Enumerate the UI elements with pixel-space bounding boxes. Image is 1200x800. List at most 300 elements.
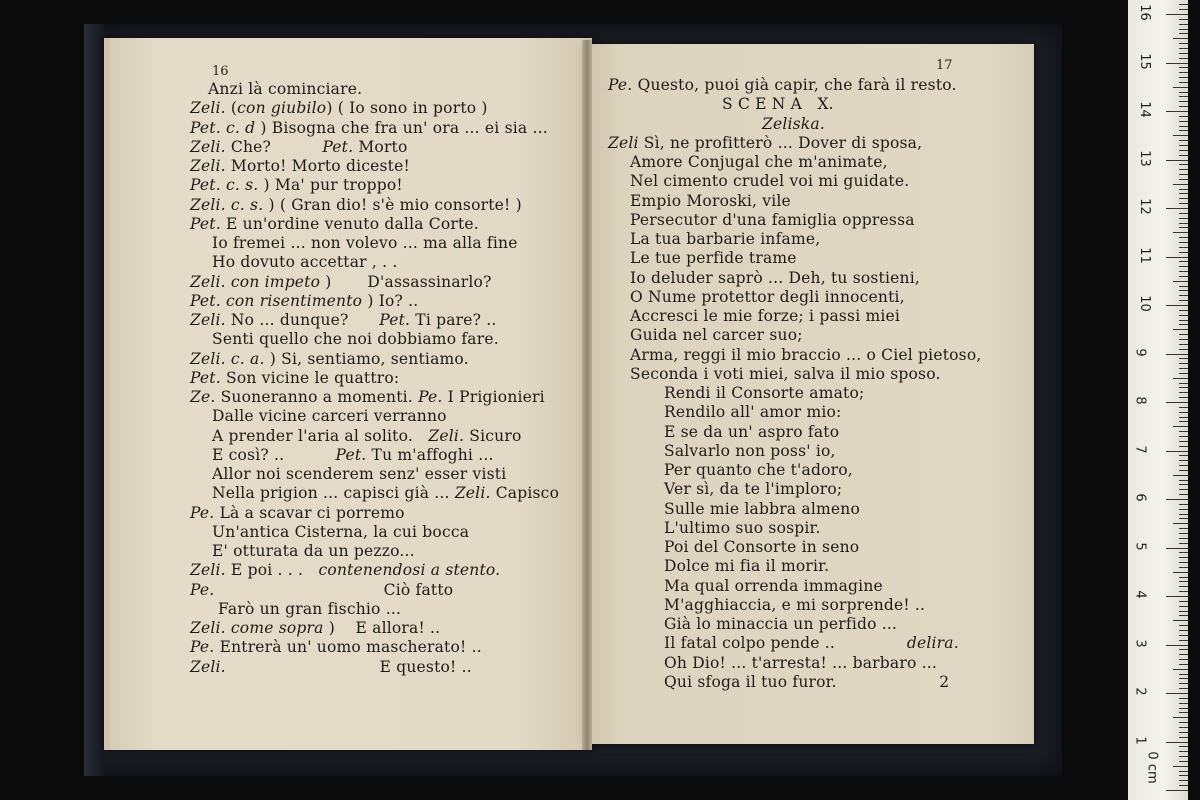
line-text-segment: Pet. bbox=[190, 214, 221, 233]
line-text-segment: Pe. bbox=[190, 503, 215, 522]
ruler-label: 3 bbox=[1132, 638, 1148, 648]
left-page-line bbox=[190, 273, 492, 291]
line-text-segment: Sicuro bbox=[464, 426, 522, 445]
line-text-segment: Ciò fatto bbox=[383, 580, 454, 599]
ruler-label: 6 bbox=[1132, 493, 1148, 502]
ruler-tick bbox=[1179, 538, 1188, 539]
ruler-tick bbox=[1179, 577, 1188, 578]
line-text-segment: Zeli. con impeto bbox=[190, 272, 321, 291]
line-text-segment: Ti pare? .. bbox=[410, 311, 497, 329]
line-text-segment: Un'antica Cisterna, la cui bocca bbox=[212, 522, 470, 541]
ruler-tick bbox=[1179, 567, 1188, 568]
ruler-tick bbox=[1179, 320, 1188, 321]
ruler-tick bbox=[1173, 281, 1188, 282]
line-text-segment: A prender l'aria al solito. bbox=[212, 426, 413, 445]
left-page-line bbox=[218, 600, 401, 618]
line-text-segment: E allora! .. bbox=[355, 619, 441, 637]
ruler-tick bbox=[1179, 780, 1188, 781]
right-page-line bbox=[630, 172, 909, 190]
right-page-line bbox=[630, 230, 820, 248]
line-text-segment: S C E N A X. bbox=[722, 95, 834, 114]
line-text-segment: Son vicine le quattro: bbox=[220, 368, 400, 387]
line-text-segment: ( bbox=[225, 99, 238, 118]
line-text-segment: M'agghiaccia, e mi sorprende! .. bbox=[664, 595, 926, 614]
line-text-segment: Zeli. bbox=[190, 311, 226, 329]
ruler-tick bbox=[1179, 358, 1188, 359]
line-text-segment: ) Ma' pur troppo! bbox=[258, 176, 403, 195]
ruler-tick bbox=[1179, 606, 1188, 607]
ruler-tick bbox=[1179, 688, 1188, 689]
ruler-tick bbox=[1179, 213, 1188, 214]
right-page-line bbox=[664, 538, 859, 556]
ruler-tick bbox=[1173, 426, 1188, 427]
left-page-line bbox=[212, 542, 415, 560]
ruler-tick bbox=[1179, 446, 1188, 447]
line-text-segment bbox=[271, 138, 322, 156]
right-page-line bbox=[630, 307, 900, 325]
line-text-segment: Zeli. bbox=[454, 484, 491, 503]
ruler-tick bbox=[1179, 130, 1188, 131]
ruler-label: 8 bbox=[1132, 396, 1148, 405]
ruler-tick bbox=[1166, 645, 1188, 646]
line-text-segment: Anzi là cominciare. bbox=[208, 80, 363, 98]
right-page-line bbox=[722, 95, 834, 113]
ruler-tick bbox=[1179, 276, 1188, 277]
ruler-label: 14 bbox=[1136, 101, 1152, 118]
ruler-tick bbox=[1179, 698, 1188, 699]
ruler-tick bbox=[1179, 504, 1188, 505]
left-page-line bbox=[190, 138, 408, 156]
line-text-segment bbox=[335, 619, 356, 637]
ruler-tick bbox=[1179, 300, 1188, 301]
ruler-tick bbox=[1166, 354, 1188, 355]
ruler-tick bbox=[1179, 43, 1188, 44]
line-text-segment bbox=[303, 561, 318, 579]
line-text-segment: Amore Conjugal che m'animate, bbox=[630, 153, 888, 171]
ruler-tick bbox=[1179, 581, 1188, 582]
line-text-segment: E' otturata da un pezzo... bbox=[212, 542, 415, 560]
left-page-line bbox=[212, 427, 521, 445]
ruler-tick bbox=[1166, 208, 1188, 209]
ruler-tick bbox=[1179, 417, 1188, 418]
ruler-tick bbox=[1179, 528, 1188, 529]
left-page-line bbox=[190, 369, 399, 387]
right-page-line bbox=[664, 500, 860, 518]
right-page-line bbox=[630, 211, 915, 229]
right-page-line bbox=[608, 76, 957, 94]
line-text-segment: ) Si, sentiamo, sentiamo. bbox=[264, 349, 469, 368]
ruler-tick bbox=[1179, 4, 1188, 5]
ruler-tick bbox=[1179, 189, 1188, 190]
ruler-tick bbox=[1179, 635, 1188, 636]
left-page-line bbox=[212, 253, 398, 271]
ruler-tick bbox=[1179, 480, 1188, 481]
line-text-segment: Seconda i voti miei, salva il mio sposo. bbox=[630, 364, 941, 383]
ruler-label: 9 bbox=[1132, 347, 1148, 357]
ruler-tick bbox=[1179, 58, 1188, 59]
line-text-segment: Persecutor d'una famiglia oppressa bbox=[630, 210, 915, 229]
ruler-tick bbox=[1179, 261, 1188, 262]
ruler-tick bbox=[1179, 611, 1188, 612]
right-page-line bbox=[762, 115, 825, 133]
line-text-segment: Empio Moroski, vile bbox=[630, 191, 791, 210]
line-text-segment: Allor noi scenderem senz' esser visti bbox=[212, 465, 507, 483]
ruler-tick bbox=[1173, 378, 1188, 379]
right-page-line bbox=[664, 442, 836, 460]
ruler-label: 1 bbox=[1132, 735, 1148, 745]
ruler-tick bbox=[1179, 436, 1188, 437]
line-text-segment: Il fatal colpo pende .. bbox=[664, 634, 836, 653]
left-page-line bbox=[190, 350, 469, 368]
line-text-segment: Zeli. bbox=[190, 561, 226, 580]
line-text-segment bbox=[349, 311, 380, 329]
ruler-tick bbox=[1179, 785, 1188, 786]
ruler-tick bbox=[1179, 664, 1188, 665]
line-text-segment: ) ( Gran dio! s'è mio consorte! ) bbox=[263, 195, 522, 214]
ruler-tick bbox=[1179, 465, 1188, 466]
line-text-segment: Dalle vicine carceri verranno bbox=[212, 407, 447, 426]
line-text-segment: D'assassinarlo? bbox=[367, 272, 492, 291]
line-text-segment: Rendi il Consorte amato; bbox=[664, 384, 865, 402]
ruler-tick bbox=[1179, 712, 1188, 713]
right-page-line bbox=[630, 249, 797, 267]
ruler-tick bbox=[1179, 615, 1188, 616]
ruler-tick bbox=[1179, 518, 1188, 519]
right-page-line bbox=[664, 654, 937, 672]
ruler-tick bbox=[1166, 160, 1188, 161]
left-page-line bbox=[208, 80, 362, 98]
line-text-segment: Che? bbox=[225, 137, 272, 156]
right-page-line bbox=[664, 519, 821, 537]
ruler-tick bbox=[1173, 766, 1188, 767]
line-text-segment: Zeli. bbox=[190, 157, 226, 175]
ruler-tick bbox=[1179, 455, 1188, 456]
left-page-line bbox=[190, 561, 500, 579]
ruler-tick bbox=[1179, 421, 1188, 422]
ruler-tick bbox=[1179, 198, 1188, 199]
ruler-tick bbox=[1179, 601, 1188, 602]
ruler-tick bbox=[1179, 252, 1188, 253]
line-text-segment: No ... dunque? bbox=[225, 311, 349, 329]
book-gutter bbox=[582, 40, 592, 750]
line-text-segment: Pet. bbox=[322, 137, 354, 156]
line-text-segment: ) ( Io sono in porto ) bbox=[326, 99, 488, 118]
ruler-tick bbox=[1179, 552, 1188, 553]
book-spine-edge bbox=[84, 24, 104, 776]
ruler-tick bbox=[1179, 140, 1188, 141]
right-page-number: 17 bbox=[936, 58, 953, 73]
ruler-tick bbox=[1179, 310, 1188, 311]
ruler-tick bbox=[1179, 48, 1188, 49]
ruler-tick bbox=[1179, 286, 1188, 287]
ruler-tick bbox=[1179, 218, 1188, 219]
line-text-segment bbox=[332, 273, 368, 291]
line-text-segment: E un'ordine venuto dalla Corte. bbox=[220, 214, 479, 233]
ruler-tick bbox=[1173, 184, 1188, 185]
ruler-tick bbox=[1179, 363, 1188, 364]
ruler-tick bbox=[1166, 257, 1188, 258]
right-page-line bbox=[664, 634, 959, 652]
left-page-line bbox=[190, 157, 410, 175]
left-page-line bbox=[190, 581, 453, 599]
ruler-tick bbox=[1179, 412, 1188, 413]
right-page-line bbox=[630, 288, 905, 306]
ruler-tick bbox=[1179, 67, 1188, 68]
line-text-segment: ) bbox=[320, 272, 332, 291]
ruler-label: 15 bbox=[1136, 52, 1152, 70]
ruler-tick bbox=[1179, 746, 1188, 747]
ruler-tick bbox=[1179, 625, 1188, 626]
left-page-line bbox=[212, 446, 494, 464]
line-text-segment: Zeli. bbox=[190, 137, 226, 156]
line-text-segment: Senti quello che noi dobbiamo fare. bbox=[212, 330, 499, 349]
ruler-tick bbox=[1179, 116, 1188, 117]
line-text-segment: E se da un' aspro fato bbox=[664, 422, 840, 441]
ruler-tick bbox=[1173, 523, 1188, 524]
left-page-line bbox=[190, 638, 482, 656]
ruler-tick bbox=[1179, 155, 1188, 156]
line-text-segment: Pe. bbox=[418, 388, 443, 406]
line-text-segment bbox=[837, 673, 940, 691]
line-text-segment: Io fremei ... non volevo ... ma alla fine bbox=[212, 234, 518, 252]
ruler-tick bbox=[1166, 742, 1188, 743]
line-text-segment: Oh Dio! ... t'arresta! ... barbaro ... bbox=[664, 653, 937, 672]
line-text-segment: Morto bbox=[353, 137, 408, 156]
ruler-tick bbox=[1173, 87, 1188, 88]
line-text-segment: Ver sì, da te l'imploro; bbox=[664, 480, 843, 499]
line-text-segment: Arma, reggi il mio braccio ... o Ciel pietoso, bbox=[630, 345, 982, 364]
left-page-line bbox=[190, 658, 472, 676]
line-text-segment bbox=[226, 658, 380, 676]
line-text-segment: Zeliska. bbox=[762, 114, 825, 133]
ruler-tick bbox=[1179, 169, 1188, 170]
left-page-line bbox=[212, 523, 469, 541]
ruler-tick bbox=[1179, 174, 1188, 175]
ruler-tick bbox=[1166, 499, 1188, 500]
right-page-line bbox=[664, 480, 842, 498]
right-page-line bbox=[664, 403, 841, 421]
ruler-tick bbox=[1173, 232, 1188, 233]
line-text-segment: Entrerà un' uomo mascherato! .. bbox=[214, 638, 482, 657]
line-text-segment: Pet. c. d bbox=[190, 118, 256, 137]
line-text-segment: Salvarlo non poss' io, bbox=[664, 441, 836, 460]
right-page-line bbox=[664, 673, 949, 691]
ruler-tick bbox=[1179, 227, 1188, 228]
line-text-segment: Pe. bbox=[190, 580, 215, 599]
line-text-segment bbox=[214, 581, 383, 599]
ruler-tick bbox=[1173, 475, 1188, 476]
ruler-tick bbox=[1179, 33, 1188, 34]
line-text-segment: Pe. bbox=[608, 76, 633, 94]
left-page-line bbox=[212, 330, 499, 348]
ruler-tick bbox=[1179, 92, 1188, 93]
ruler-tick bbox=[1179, 324, 1188, 325]
ruler-tick bbox=[1166, 596, 1188, 597]
line-text-segment: delira. bbox=[906, 634, 959, 653]
ruler-tick bbox=[1179, 271, 1188, 272]
ruler-tick bbox=[1179, 761, 1188, 762]
ruler-tick bbox=[1173, 135, 1188, 136]
ruler-tick bbox=[1179, 179, 1188, 180]
ruler-tick bbox=[1179, 193, 1188, 194]
ruler-tick bbox=[1179, 732, 1188, 733]
ruler-tick bbox=[1179, 315, 1188, 316]
line-text-segment bbox=[413, 427, 428, 445]
right-page-line bbox=[664, 384, 864, 402]
ruler-tick bbox=[1179, 126, 1188, 127]
ruler-tick bbox=[1166, 451, 1188, 452]
line-text-segment: Zeli. come sopra bbox=[190, 619, 324, 637]
line-text-segment: Rendilo all' amor mio: bbox=[664, 403, 842, 422]
ruler-label: 0 cm bbox=[1144, 751, 1160, 784]
right-page-line bbox=[664, 596, 925, 614]
line-text-segment: Nel cimento crudel voi mi guidate. bbox=[630, 172, 910, 191]
right-page-line bbox=[664, 557, 829, 575]
line-text-segment: Sulle mie labbra almeno bbox=[664, 499, 860, 518]
ruler-tick bbox=[1179, 659, 1188, 660]
ruler-tick bbox=[1179, 678, 1188, 679]
ruler-tick bbox=[1179, 484, 1188, 485]
ruler-tick bbox=[1173, 329, 1188, 330]
right-page-line bbox=[630, 192, 791, 210]
line-text-segment: contenendosi a stento. bbox=[318, 561, 501, 580]
ruler-tick bbox=[1179, 640, 1188, 641]
line-text-segment: Ma qual orrenda immagine bbox=[664, 576, 883, 595]
ruler-label: 5 bbox=[1132, 541, 1148, 551]
line-text-segment: Nella prigion ... capisci già ... bbox=[212, 484, 450, 503]
ruler-tick bbox=[1166, 305, 1188, 306]
ruler-tick bbox=[1179, 266, 1188, 267]
ruler-tick bbox=[1179, 334, 1188, 335]
ruler-tick bbox=[1179, 460, 1188, 461]
ruler-tick bbox=[1179, 373, 1188, 374]
ruler-tick bbox=[1179, 9, 1188, 10]
right-page-line bbox=[630, 153, 888, 171]
ruler-tick bbox=[1179, 683, 1188, 684]
left-page-line bbox=[190, 215, 479, 233]
left-page-line bbox=[212, 407, 447, 425]
right-page-line bbox=[664, 615, 897, 633]
ruler-tick bbox=[1179, 557, 1188, 558]
ruler-tick bbox=[1179, 247, 1188, 248]
line-text-segment: Tu m'affoghi ... bbox=[366, 445, 494, 464]
left-page-line bbox=[190, 504, 405, 522]
line-text-segment: E così? .. bbox=[212, 445, 285, 464]
ruler-tick bbox=[1179, 543, 1188, 544]
line-text-segment: I Prigionieri bbox=[442, 388, 545, 406]
ruler-label: 4 bbox=[1132, 590, 1148, 599]
ruler-tick bbox=[1179, 514, 1188, 515]
line-text-segment: Capisco bbox=[490, 484, 560, 503]
ruler-label: 7 bbox=[1132, 444, 1148, 454]
ruler-tick bbox=[1179, 77, 1188, 78]
ruler-tick bbox=[1179, 737, 1188, 738]
ruler-tick bbox=[1173, 572, 1188, 573]
ruler-tick bbox=[1179, 121, 1188, 122]
ruler-tick bbox=[1179, 150, 1188, 151]
left-page-line bbox=[212, 484, 559, 502]
ruler-tick bbox=[1173, 717, 1188, 718]
line-text-segment: Zeli bbox=[608, 133, 639, 152]
line-text-segment: La tua barbarie infame, bbox=[630, 230, 821, 248]
ruler-tick bbox=[1173, 38, 1188, 39]
ruler-tick bbox=[1179, 431, 1188, 432]
ruler-tick bbox=[1179, 242, 1188, 243]
ruler-tick bbox=[1179, 489, 1188, 490]
ruler-label: 12 bbox=[1136, 198, 1152, 215]
line-text-segment: Questo, puoi già capir, che farà il resto. bbox=[632, 76, 957, 94]
ruler-tick bbox=[1179, 82, 1188, 83]
line-text-segment: E poi . . . bbox=[225, 561, 304, 580]
line-text-segment: Guida nel carcer suo; bbox=[630, 326, 803, 345]
left-page-line bbox=[190, 619, 440, 637]
line-text-segment: L'ultimo suo sospir. bbox=[664, 518, 821, 537]
ruler-tick bbox=[1179, 295, 1188, 296]
line-text-segment: Ho dovuto accettar , . . bbox=[212, 253, 398, 272]
ruler-label: 11 bbox=[1136, 246, 1152, 264]
ruler-tick bbox=[1179, 630, 1188, 631]
line-text-segment: Zeli. c. s. bbox=[190, 195, 264, 214]
line-text-segment: con giubilo bbox=[237, 99, 327, 118]
ruler-tick bbox=[1179, 106, 1188, 107]
left-page-line bbox=[190, 388, 545, 406]
ruler-tick bbox=[1179, 494, 1188, 495]
line-text-segment: Zeli. bbox=[428, 426, 465, 445]
line-text-segment: O Nume protettor degli innocenti, bbox=[630, 287, 905, 306]
line-text-segment: ) Io? .. bbox=[362, 291, 419, 310]
right-page-line bbox=[664, 461, 853, 479]
ruler-tick bbox=[1166, 548, 1188, 549]
ruler-tick bbox=[1179, 591, 1188, 592]
line-text-segment: Le tue perfide trame bbox=[630, 249, 797, 268]
ruler-label: 13 bbox=[1136, 149, 1152, 167]
line-text-segment: 2 bbox=[939, 672, 950, 691]
ruler-tick bbox=[1166, 402, 1188, 403]
ruler-tick bbox=[1179, 101, 1188, 102]
left-page-line bbox=[190, 99, 488, 117]
ruler-tick bbox=[1179, 145, 1188, 146]
line-text-segment: Pet. bbox=[190, 368, 221, 387]
ruler-tick bbox=[1179, 29, 1188, 30]
ruler-tick bbox=[1179, 392, 1188, 393]
measuring-ruler bbox=[1128, 0, 1188, 800]
line-text-segment: Pet. c. s. bbox=[190, 176, 259, 195]
ruler-tick bbox=[1179, 703, 1188, 704]
line-text-segment: Pe. bbox=[190, 638, 215, 657]
ruler-tick bbox=[1166, 790, 1188, 791]
line-text-segment: Già lo minaccia un perfido ... bbox=[664, 615, 898, 633]
line-text-segment: Là a scavar ci porremo bbox=[214, 503, 405, 522]
ruler-tick bbox=[1179, 339, 1188, 340]
ruler-tick bbox=[1179, 387, 1188, 388]
ruler-tick bbox=[1179, 164, 1188, 165]
ruler-tick bbox=[1179, 708, 1188, 709]
ruler-tick bbox=[1179, 96, 1188, 97]
line-text-segment: Farò un gran fischio ... bbox=[218, 599, 402, 618]
right-page-line bbox=[664, 423, 839, 441]
ruler-tick bbox=[1179, 562, 1188, 563]
line-text-segment: Sì, ne profitterò ... Dover di sposa, bbox=[638, 133, 923, 152]
line-text-segment: Dolce mi fia il morir. bbox=[664, 557, 830, 576]
ruler-tick bbox=[1179, 203, 1188, 204]
ruler-tick bbox=[1179, 727, 1188, 728]
line-text-segment: Zeli. bbox=[190, 657, 226, 676]
ruler-tick bbox=[1179, 397, 1188, 398]
left-page-line bbox=[190, 119, 548, 137]
line-text-segment: Pet. bbox=[379, 311, 411, 329]
left-page-line bbox=[190, 292, 418, 310]
ruler-tick bbox=[1166, 14, 1188, 15]
